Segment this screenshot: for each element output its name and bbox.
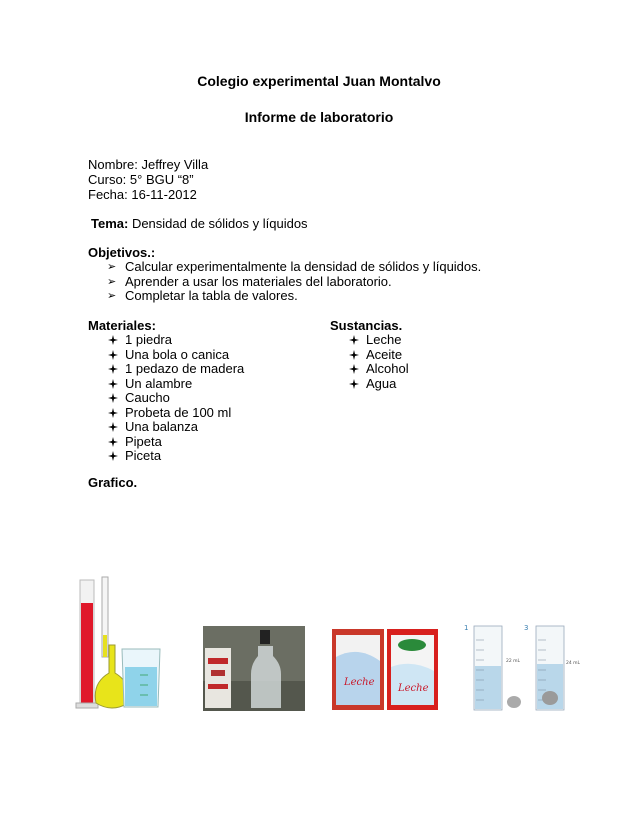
cylinder-2-reading: 24 mL xyxy=(566,661,580,666)
bottles-image xyxy=(203,626,305,711)
milk-packages-image xyxy=(330,627,440,712)
topic xyxy=(91,216,308,231)
list-item: ➢ Aprender a usar los materiales del laboratorio. xyxy=(107,273,392,289)
diamond-bullet-icon xyxy=(108,350,118,360)
list-item: Probeta de 100 ml xyxy=(107,406,244,421)
list-item: Pipeta xyxy=(107,435,244,450)
school-title: Colegio experimental Juan Montalvo xyxy=(197,73,441,89)
list-item: Agua xyxy=(348,377,409,392)
graduated-cylinders-image xyxy=(462,620,580,714)
date: Fecha: 16-11-2012 xyxy=(88,187,197,202)
graphic-heading: Grafico. xyxy=(88,475,138,490)
objectives-list xyxy=(107,260,481,304)
diamond-bullet-icon xyxy=(349,335,359,345)
arrow-bullet-icon: ➢ xyxy=(107,261,117,273)
list-item: Una bola o canica xyxy=(107,348,244,363)
materials-list xyxy=(107,333,244,464)
substances-heading: Sustancias. xyxy=(330,318,403,333)
milk-brand-1: Leche xyxy=(344,677,375,688)
list-item: Alcohol xyxy=(348,362,409,377)
objectives-heading: Objetivos.: xyxy=(88,245,156,260)
diamond-bullet-icon xyxy=(108,408,118,418)
diamond-bullet-icon xyxy=(108,422,118,432)
milk-brand-2: Leche xyxy=(398,683,429,694)
topic-label: Tema: xyxy=(91,216,129,231)
list-item: 1 piedra xyxy=(107,333,244,348)
course: Curso: 5° BGU “8” xyxy=(88,172,194,187)
diamond-bullet-icon xyxy=(108,437,118,447)
cylinder-2-number: 3 xyxy=(524,624,529,632)
diamond-bullet-icon xyxy=(349,350,359,360)
lab-glassware-image xyxy=(72,575,164,713)
cylinder-1-number: 1 xyxy=(464,624,469,632)
substances-list xyxy=(348,333,409,391)
diamond-bullet-icon xyxy=(108,364,118,374)
list-item: ➢ Calcular experimentalmente la densidad de sólidos y líquidos. xyxy=(107,259,482,274)
diamond-bullet-icon xyxy=(108,451,118,461)
diamond-bullet-icon xyxy=(108,393,118,403)
list-item: Leche xyxy=(348,333,409,348)
materials-heading: Materiales: xyxy=(88,318,156,333)
list-item: Piceta xyxy=(107,449,244,464)
topic-value: Densidad de sólidos y líquidos xyxy=(128,216,308,231)
report-title: Informe de laboratorio xyxy=(244,109,394,125)
diamond-bullet-icon xyxy=(349,379,359,389)
list-item: Aceite xyxy=(348,348,409,363)
student-name: Nombre: Jeffrey Villa xyxy=(88,157,209,172)
list-item: 1 pedazo de madera xyxy=(107,362,244,377)
list-item: Caucho xyxy=(107,391,244,406)
diamond-bullet-icon xyxy=(108,335,118,345)
list-item: Un alambre xyxy=(107,377,244,392)
arrow-bullet-icon: ➢ xyxy=(107,275,117,288)
diamond-bullet-icon xyxy=(108,379,118,389)
cylinder-1-reading: 22 mL xyxy=(506,659,521,664)
arrow-bullet-icon: ➢ xyxy=(107,290,117,302)
list-item: Una balanza xyxy=(107,420,244,435)
diamond-bullet-icon xyxy=(349,364,359,374)
list-item: ➢ Completar la tabla de valores. xyxy=(107,288,298,303)
